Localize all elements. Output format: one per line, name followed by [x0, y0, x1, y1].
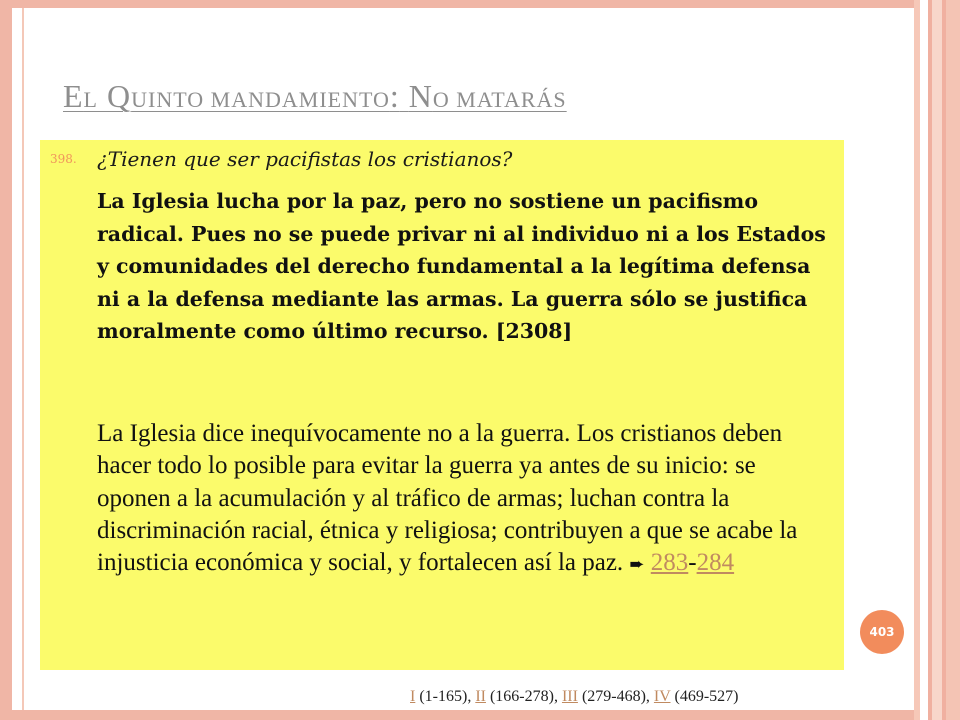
- frame-inner-line: [22, 8, 24, 710]
- decorative-stripes: [914, 0, 960, 720]
- footer-link-part-2[interactable]: II: [475, 688, 486, 705]
- slide-title: EL QUINTO MANDAMIENTO: NO MATARÁS: [63, 78, 567, 114]
- arrow-icon: ➨: [629, 554, 645, 575]
- ref-link-283[interactable]: 283: [650, 549, 689, 577]
- question-text: ¿Tienen que ser pacifistas los cristianos?: [97, 147, 513, 171]
- answer-explanation-text: La Iglesia dice inequívocamente no a la guerra. Los cristianos deben hacer todo lo posible para evitar la guerra ya antes de su inicio: se oponen a la acumulación y al tráfico de armas; luchan contra la discriminación racial, étnica y religiosa; contribuyen a que se acabe la injusticia económica y social, y fortalecen así la paz.: [97, 420, 798, 577]
- question-number: 398.: [50, 152, 77, 166]
- answer-summary: La Iglesia lucha por la paz, pero no sostiene un pacifismo radical. Pues no se puede privar ni al individuo ni a los Estados y comunidades del derecho fundamental a la legítima defensa ni a la defensa mediante las armas. La guerra sólo se justifica moralmente como último recurso. [2308]: [97, 189, 826, 344]
- frame-left: [0, 0, 12, 720]
- footer-link-part-3[interactable]: III: [561, 688, 578, 705]
- answer-explanation: La Iglesia dice inequívocamente no a la guerra. Los cristianos deben hacer todo lo posible para evitar la guerra ya antes de su inicio: se oponen a la acumulación y al tráfico de armas; luchan contra la discriminación racial, étnica y religiosa; contribuyen a que se acabe la injusticia económica y social, y fortalecen así la paz. ➨ 283-284: [97, 420, 798, 577]
- footer-part-links: I (1-165), II (166-278), III (279-468), IV (469-527): [410, 688, 739, 705]
- footer-link-part-4[interactable]: IV: [653, 688, 671, 705]
- page-number-badge: 403: [860, 610, 904, 654]
- footer-link-part-1[interactable]: I: [410, 688, 416, 705]
- ref-link-284[interactable]: 284: [696, 549, 735, 577]
- frame-bottom: [0, 710, 960, 720]
- frame-top: [0, 0, 960, 8]
